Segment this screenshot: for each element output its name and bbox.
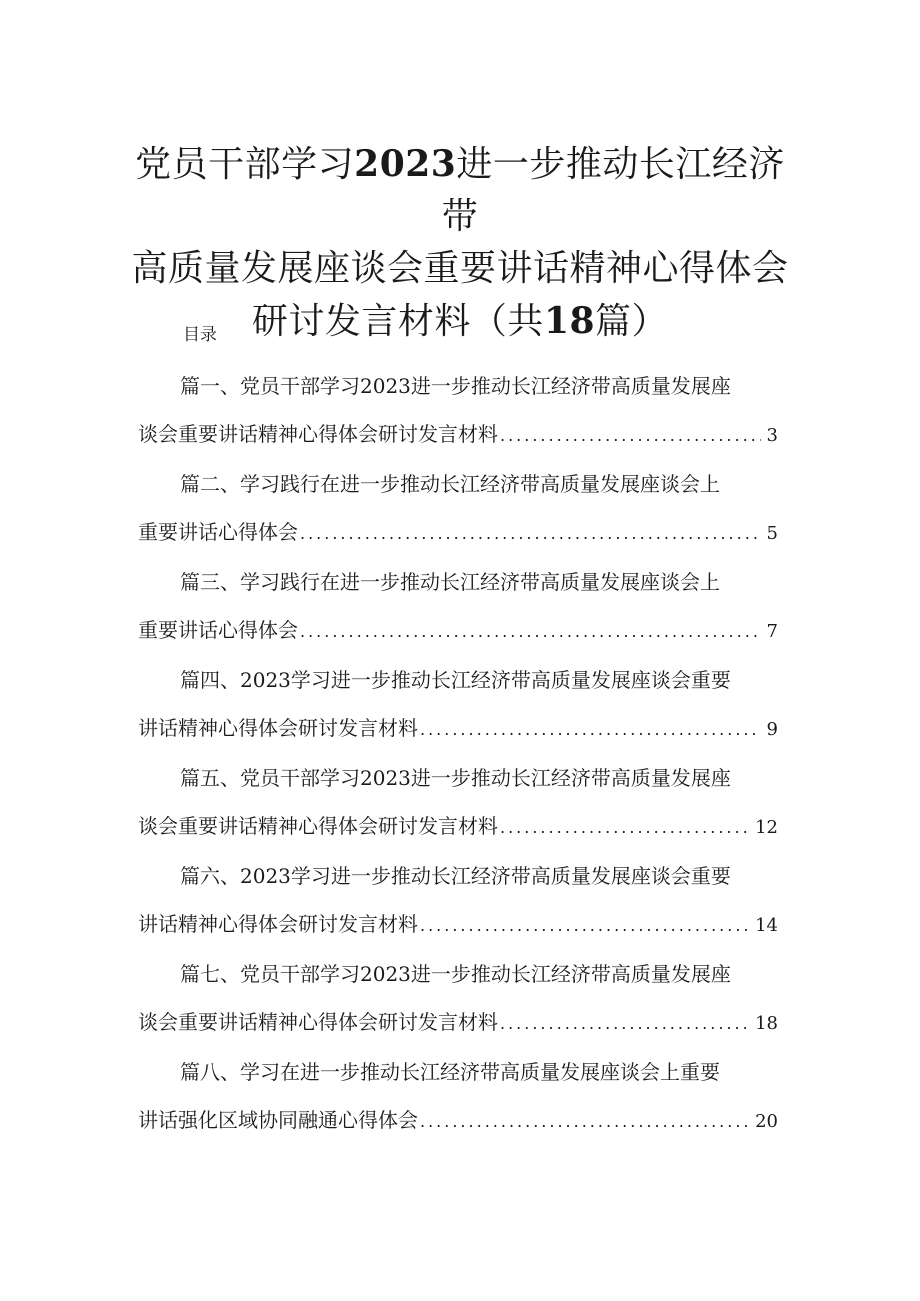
title-line3-a: 研讨发言材料（共 — [251, 301, 544, 342]
toc-page-number: 9 — [766, 719, 778, 740]
toc-entry-title: 篇一、党员干部学习2023进一步推动长江经济带高质量发展座 — [180, 374, 731, 398]
toc-entry-4[interactable] — [138, 656, 778, 754]
toc-entry-3[interactable] — [138, 558, 778, 656]
toc-entry-2[interactable] — [138, 460, 778, 558]
toc-entry-title: 篇七、党员干部学习2023进一步推动长江经济带高质量发展座 — [180, 962, 731, 986]
toc-page-number: 7 — [766, 621, 778, 642]
dot-leader — [300, 614, 761, 650]
toc-entry-title-rest: 讲话强化区域协同融通心得体会 — [138, 1108, 418, 1132]
toc-heading: 目录 — [183, 325, 217, 345]
toc-page-number: 14 — [755, 915, 778, 936]
toc-entry-7[interactable] — [138, 950, 778, 1048]
dot-leader — [500, 1006, 749, 1042]
toc-entry-title-rest: 谈会重要讲话精神心得体会研讨发言材料 — [138, 1010, 498, 1034]
toc-entry-continuation — [138, 710, 778, 748]
title-year: 2023 — [354, 143, 457, 185]
toc-entry-title-rest: 谈会重要讲话精神心得体会研讨发言材料 — [138, 422, 498, 446]
toc-entry-continuation — [138, 1102, 778, 1140]
title-part1: 党员干部学习 — [135, 144, 355, 185]
dot-leader — [420, 908, 749, 944]
toc-entry-continuation — [138, 612, 778, 650]
toc-page-number: 5 — [766, 523, 778, 544]
document-title — [120, 138, 800, 348]
toc-entry-title-rest: 重要讲话心得体会 — [138, 520, 298, 544]
toc-entry-title-rest: 重要讲话心得体会 — [138, 618, 298, 642]
dot-leader — [500, 418, 761, 454]
dot-leader — [500, 810, 749, 846]
toc-entry-1[interactable] — [138, 362, 778, 460]
title-part2: 进一步推动长江经济带 — [441, 144, 785, 237]
toc-entry-title: 篇八、学习在进一步推动长江经济带高质量发展座谈会上重要 — [180, 1060, 720, 1084]
toc-entry-title: 篇五、党员干部学习2023进一步推动长江经济带高质量发展座 — [180, 766, 731, 790]
toc-entry-continuation — [138, 906, 778, 944]
dot-leader — [420, 1104, 749, 1140]
toc-entry-8[interactable] — [138, 1048, 778, 1146]
toc-entry-continuation — [138, 416, 778, 454]
toc-entry-title: 篇六、2023学习进一步推动长江经济带高质量发展座谈会重要 — [180, 864, 731, 888]
toc-entry-continuation — [138, 514, 778, 552]
toc-entry-title: 篇二、学习践行在进一步推动长江经济带高质量发展座谈会上 — [180, 472, 720, 496]
toc-entry-title: 篇四、2023学习进一步推动长江经济带高质量发展座谈会重要 — [180, 668, 731, 692]
toc-page-number: 18 — [755, 1013, 778, 1034]
toc-entry-title: 篇三、学习践行在进一步推动长江经济带高质量发展座谈会上 — [180, 570, 720, 594]
toc-entry-6[interactable] — [138, 852, 778, 950]
title-line2: 高质量发展座谈会重要讲话精神心得体会 — [131, 248, 789, 289]
toc-entry-continuation — [138, 808, 778, 846]
toc-entry-5[interactable] — [138, 754, 778, 852]
toc-entry-title-rest: 谈会重要讲话精神心得体会研讨发言材料 — [138, 814, 498, 838]
toc-entry-continuation — [138, 1004, 778, 1042]
title-line3-b: 篇） — [595, 301, 669, 342]
toc-page-number: 20 — [755, 1111, 778, 1132]
toc-entry-title-rest: 讲话精神心得体会研讨发言材料 — [138, 716, 418, 740]
dot-leader — [300, 516, 761, 552]
toc-page-number: 3 — [766, 425, 778, 446]
dot-leader — [420, 712, 761, 748]
table-of-contents — [138, 362, 778, 1146]
title-count: 18 — [543, 300, 596, 342]
toc-entry-title-rest: 讲话精神心得体会研讨发言材料 — [138, 912, 418, 936]
toc-page-number: 12 — [755, 817, 778, 838]
